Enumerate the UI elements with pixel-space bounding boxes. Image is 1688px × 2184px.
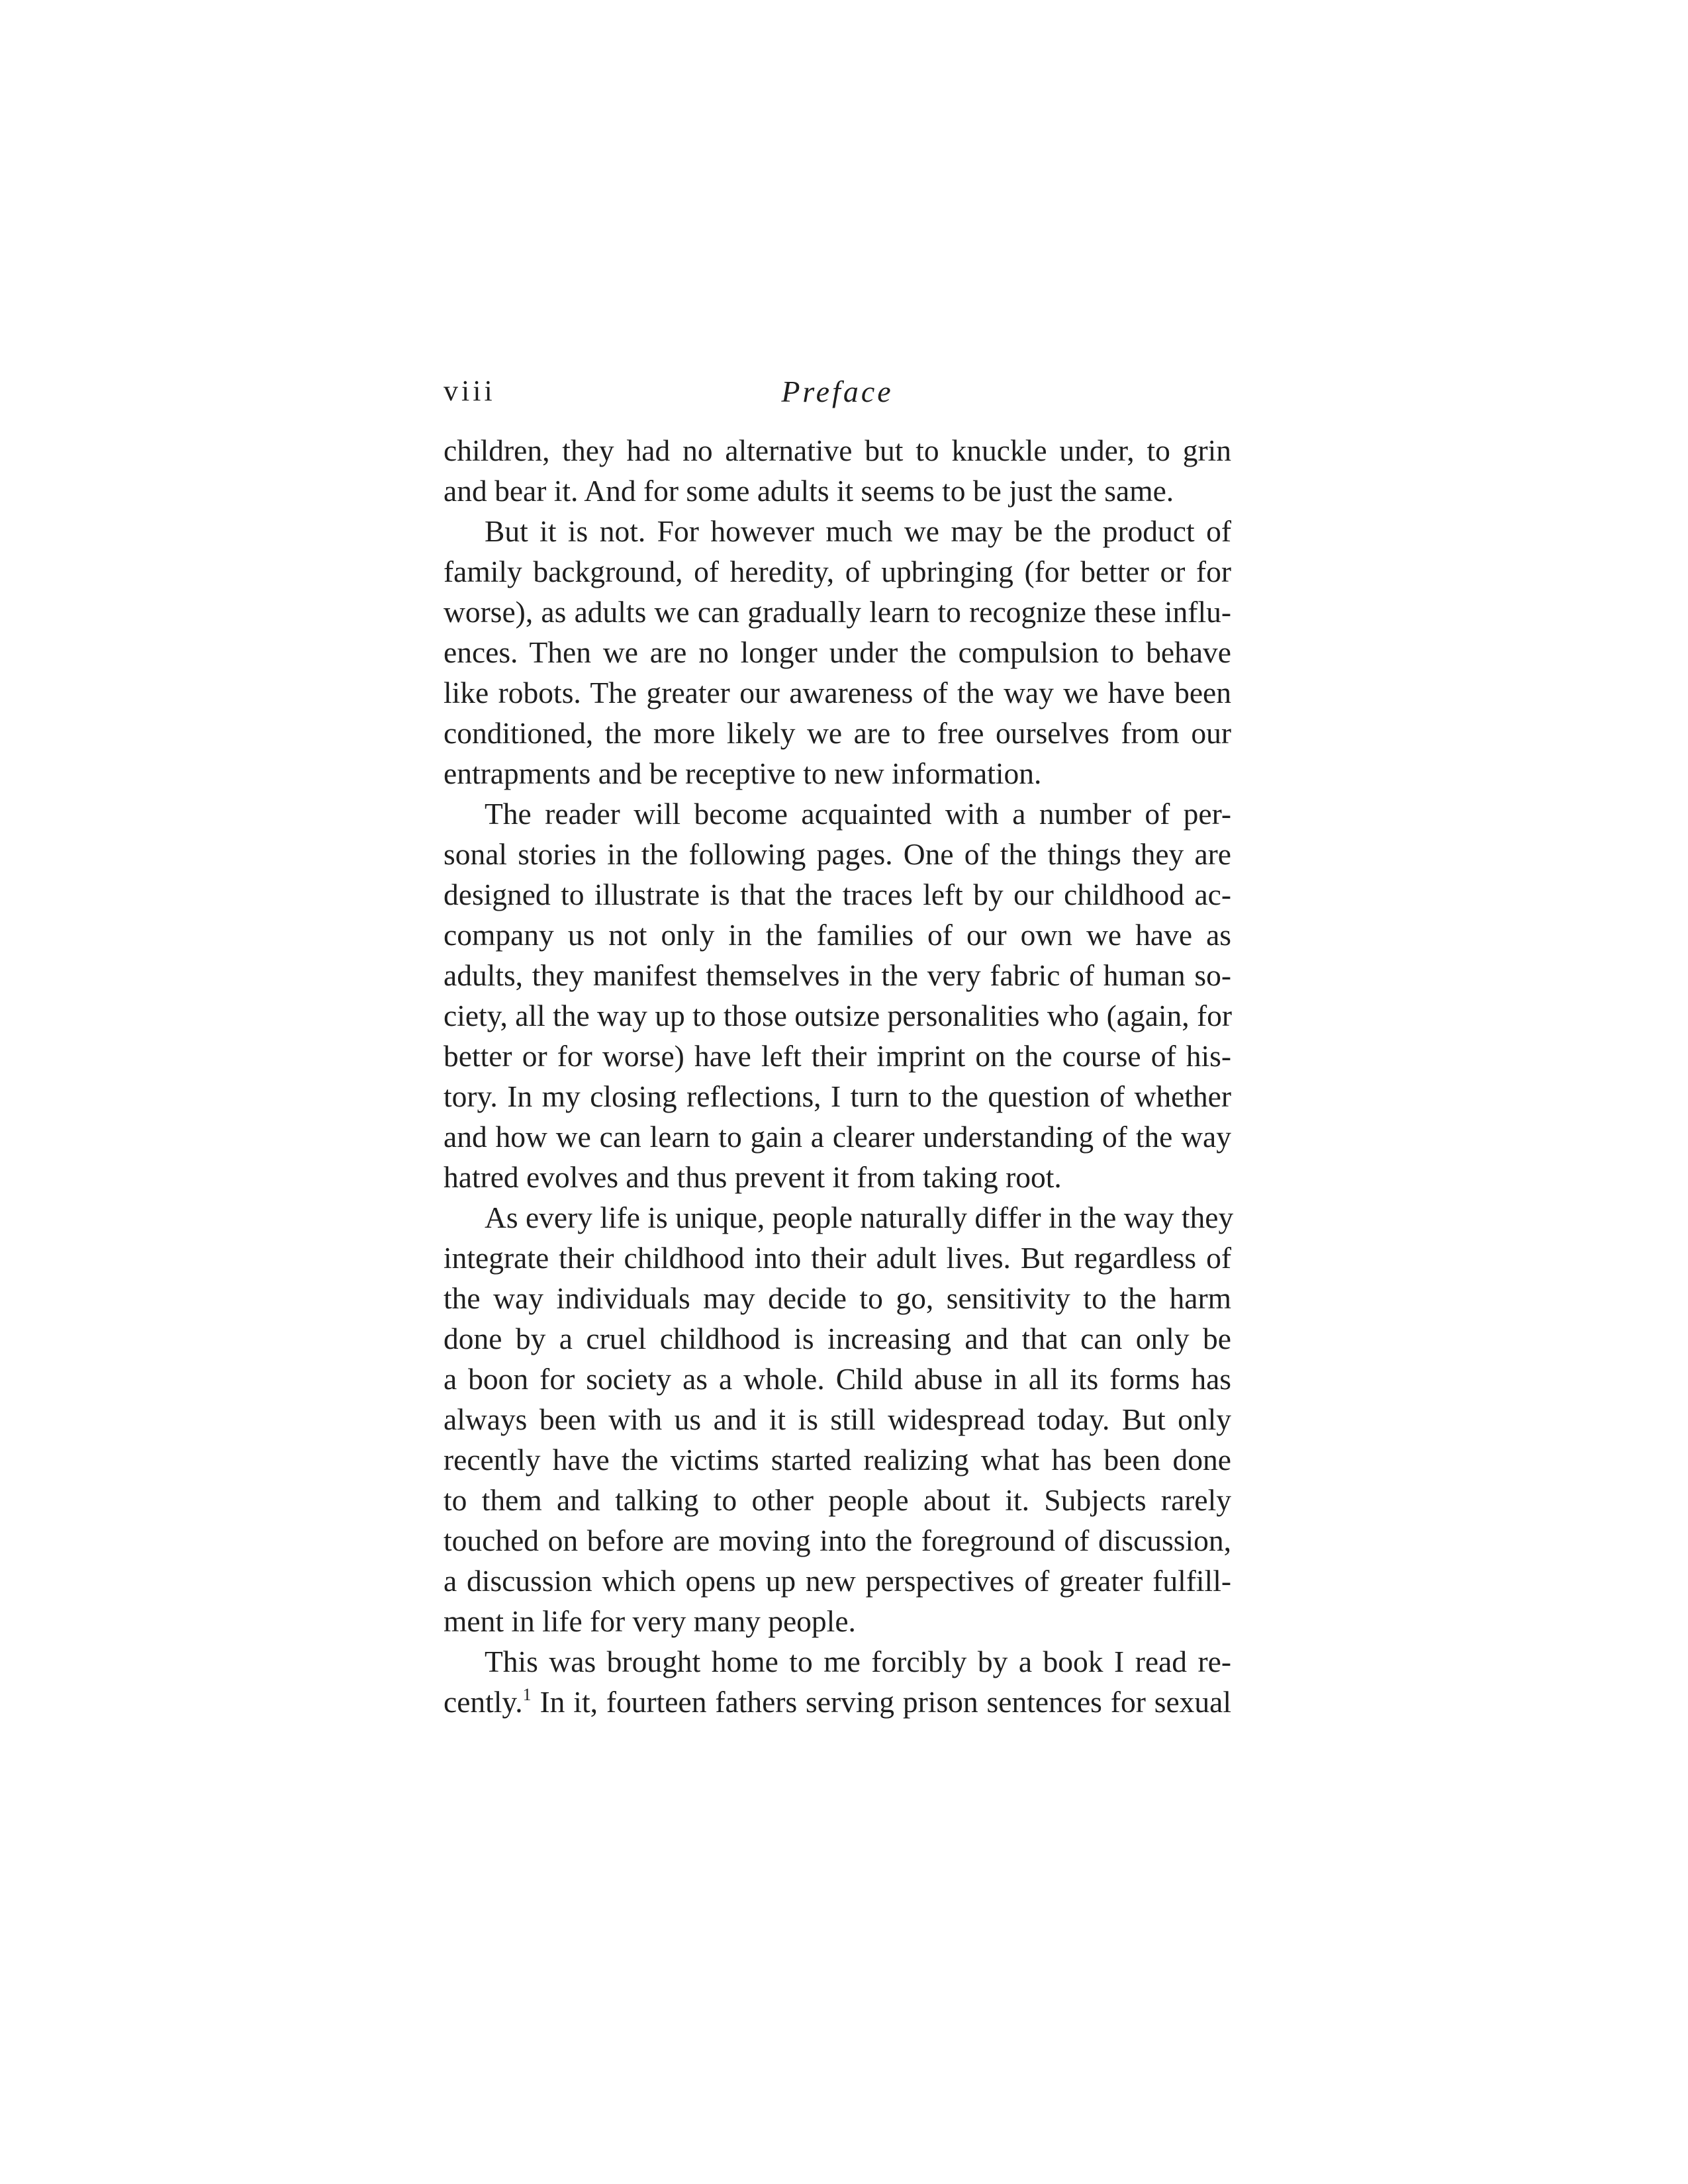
- text-line: ences. Then we are no longer under the compulsion to behave: [444, 635, 1231, 669]
- text-line: and bear it. And for some adults it seems to be just the same.: [444, 474, 1174, 508]
- text-line: company us not only in the families of our own we have as: [444, 918, 1231, 952]
- text-line: better or for worse) have left their imprint on the course of his-: [444, 1039, 1231, 1073]
- text-line: family background, of heredity, of upbringing (for better or for: [444, 555, 1231, 588]
- paragraph: [444, 794, 1231, 1197]
- text-line: This was brought home to me forcibly by a book I read re-: [485, 1645, 1231, 1678]
- paragraph: [444, 1197, 1234, 1641]
- paragraph: [444, 1641, 1231, 1722]
- text-line: worse), as adults we can gradually learn to recognize these influ-: [444, 595, 1231, 629]
- text-line: The reader will become acquainted with a number of per-: [485, 797, 1231, 831]
- text-line: designed to illustrate is that the traces left by our childhood ac-: [444, 878, 1231, 911]
- text-line: a boon for society as a whole. Child abuse in all its forms has: [444, 1362, 1231, 1396]
- text-line: always been with us and it is still widespread today. But only: [444, 1402, 1231, 1436]
- paragraph: [444, 511, 1231, 794]
- text-line: As every life is unique, people naturally differ in the way they: [485, 1201, 1234, 1234]
- text-line: [444, 1682, 1231, 1722]
- text-line: done by a cruel childhood is increasing and that can only be: [444, 1322, 1231, 1355]
- text-line: a discussion which opens up new perspectives of greater fulfill-: [444, 1564, 1231, 1598]
- text-line: touched on before are moving into the foreground of discussion,: [444, 1524, 1231, 1557]
- text-line: recently have the victims started realizing what has been done: [444, 1443, 1231, 1477]
- section-title: Preface: [781, 375, 894, 408]
- paragraph: [444, 430, 1231, 511]
- footnote-reference[interactable]: 1: [522, 1685, 532, 1704]
- text-line: adults, they manifest themselves in the very fabric of human so-: [444, 958, 1231, 992]
- running-head: [444, 374, 1231, 420]
- text-line: like robots. The greater our awareness of the way we have been: [444, 676, 1231, 709]
- text-line: hatred evolves and thus prevent it from taking root.: [444, 1160, 1062, 1194]
- text-line: and how we can learn to gain a clearer understanding of the way: [444, 1120, 1231, 1154]
- body-text: [444, 430, 1234, 1722]
- text-line: the way individuals may decide to go, sensitivity to the harm: [444, 1281, 1231, 1315]
- text-line: integrate their childhood into their adult lives. But regardless of: [444, 1241, 1231, 1275]
- text-line: sonal stories in the following pages. One of the things they are: [444, 837, 1231, 871]
- line-text-after-footnote: In it, fourteen fathers serving prison sentences for sexual: [531, 1685, 1231, 1719]
- text-line: conditioned, the more likely we are to free ourselves from our: [444, 716, 1231, 750]
- text-line: ciety, all the way up to those outsize personalities who (again, for: [444, 999, 1233, 1032]
- text-line: But it is not. For however much we may be the product of: [485, 514, 1231, 548]
- text-line: ment in life for very many people.: [444, 1604, 856, 1638]
- text-line: to them and talking to other people about it. Subjects rarely: [444, 1483, 1231, 1517]
- page-number: viii: [444, 375, 496, 407]
- text-line: children, they had no alternative but to knuckle under, to grin: [444, 433, 1231, 467]
- line-text-before-footnote: cently.: [444, 1685, 523, 1719]
- text-line: entrapments and be receptive to new information.: [444, 756, 1042, 790]
- text-line: tory. In my closing reflections, I turn to the question of whether: [444, 1079, 1231, 1113]
